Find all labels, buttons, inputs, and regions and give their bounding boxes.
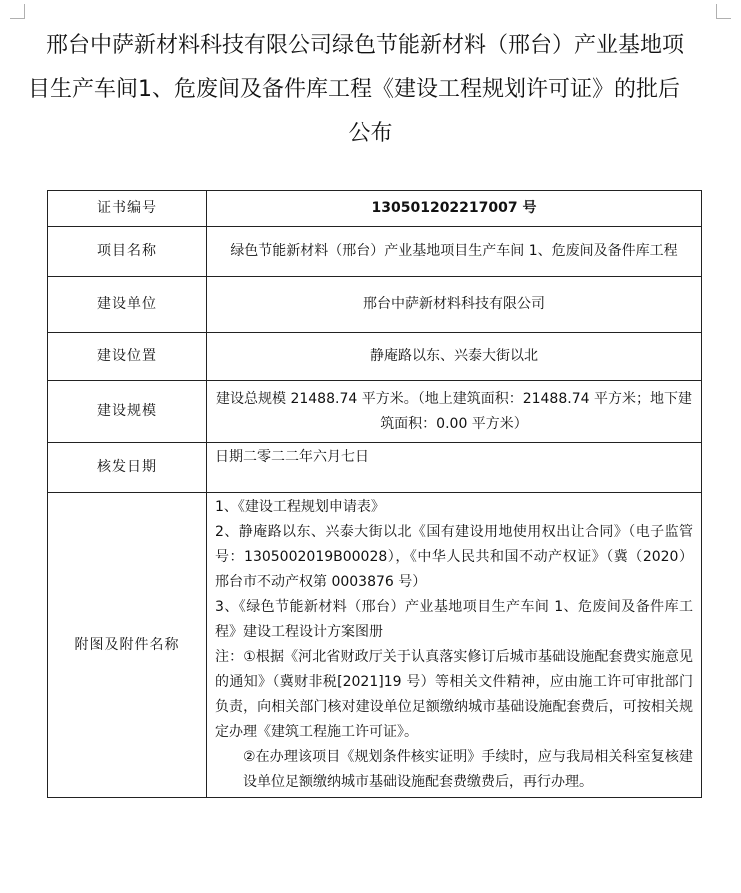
page-corner-mark-left	[10, 4, 25, 19]
label-certificate-number: 证书编号	[48, 191, 207, 227]
row-construction-location	[48, 333, 702, 381]
value-attachments	[207, 493, 702, 798]
attachment-item-3: 3、《绿色节能新材料（邢台）产业基地项目生产车间 1、危废间及备件库工程》建设工程设计方案图册	[215, 599, 693, 640]
title-line-2: 目生产车间1、危废间及备件库工程《建设工程规划许可证》的批后	[28, 77, 680, 102]
page-corner-mark-right	[716, 4, 731, 19]
value-construction-unit: 邢台中萨新材料科技有限公司	[207, 277, 702, 333]
row-project-name	[48, 227, 702, 277]
title-line-3: 公布	[348, 121, 393, 146]
label-issue-date: 核发日期	[48, 443, 207, 493]
value-project-name: 绿色节能新材料（邢台）产业基地项目生产车间 1、危废间及备件库工程	[207, 227, 702, 277]
label-construction-unit: 建设单位	[48, 277, 207, 333]
value-certificate-number: 130501202217007 号	[207, 191, 702, 227]
row-certificate-number	[48, 191, 702, 227]
attachment-note-2: ②在办理该项目《规划条件核实证明》手续时，应与我局相关科室复核建设单位足额缴纳城市基础设施配套费缴费后，再行办理。	[243, 749, 693, 790]
label-construction-location: 建设位置	[48, 333, 207, 381]
attachment-item-1: 1、《建设工程规划申请表》	[215, 499, 385, 515]
label-attachments: 附图及附件名称	[48, 493, 207, 798]
label-construction-scale: 建设规模	[48, 381, 207, 443]
attachment-item-2: 2、静庵路以东、兴泰大街以北《国有建设用地使用权出让合同》（电子监管号：1305002019B00028），《中华人民共和国不动产权证》（冀（2020）邢台市不动产权第 0003876 号）	[215, 524, 693, 590]
row-construction-unit	[48, 277, 702, 333]
value-construction-location: 静庵路以东、兴泰大街以北	[207, 333, 702, 381]
row-attachments	[48, 493, 702, 798]
permit-table	[47, 190, 702, 798]
value-issue-date: 日期二零二二年六月七日	[207, 443, 702, 493]
attachment-note-1: 注：①根据《河北省财政厅关于认真落实修订后城市基础设施配套费实施意见的通知》（冀财非税[2021]19 号）等相关文件精神，应由施工许可审批部门负责，向相关部门核对建设单位足额缴纳城市基础设施配套费后，可按相关规定办理《建筑工程施工许可证》。	[215, 649, 693, 740]
label-project-name: 项目名称	[48, 227, 207, 277]
title-line-1: 邢台中萨新材料科技有限公司绿色节能新材料（邢台）产业基地项	[46, 33, 685, 58]
value-construction-scale: 建设总规模 21488.74 平方米。（地上建筑面积：21488.74 平方米；地下建筑面积：0.00 平方米）	[207, 381, 702, 443]
row-issue-date	[48, 443, 702, 493]
row-construction-scale	[48, 381, 702, 443]
document-title	[0, 24, 741, 156]
